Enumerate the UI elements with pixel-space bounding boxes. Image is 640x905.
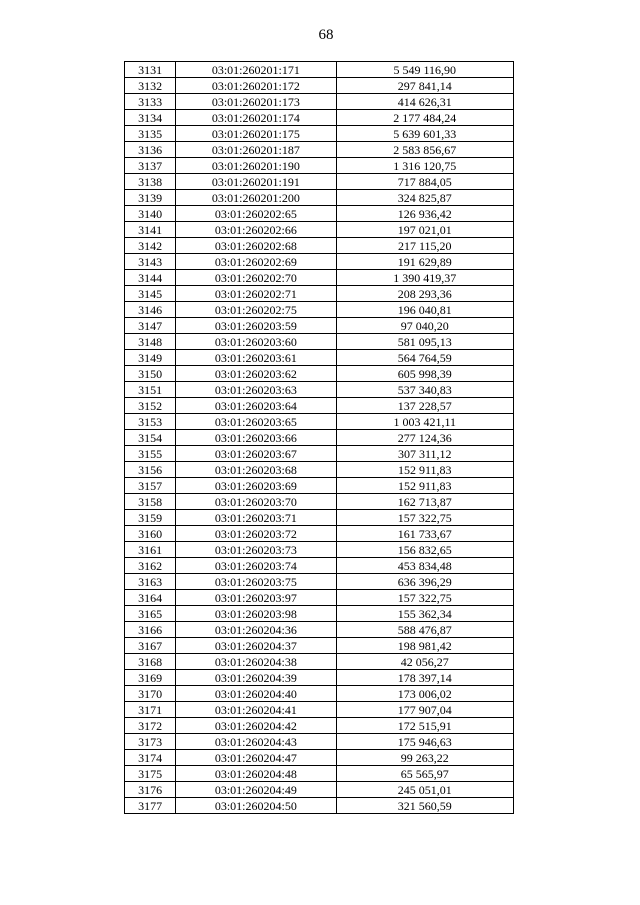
cadastral-number-cell: 03:01:260204:48 xyxy=(176,766,336,782)
cadastral-number-cell: 03:01:260203:65 xyxy=(176,414,336,430)
cadastral-number-cell: 03:01:260204:38 xyxy=(176,654,336,670)
row-number-cell: 3169 xyxy=(125,670,176,686)
table-row xyxy=(125,174,514,190)
cadastral-number-cell: 03:01:260203:68 xyxy=(176,462,336,478)
table-row xyxy=(125,702,514,718)
row-number-cell: 3155 xyxy=(125,446,176,462)
table-row xyxy=(125,126,514,142)
row-number-cell: 3159 xyxy=(125,510,176,526)
row-number-cell: 3160 xyxy=(125,526,176,542)
table-row xyxy=(125,334,514,350)
row-number-cell: 3132 xyxy=(125,78,176,94)
cadastral-number-cell: 03:01:260203:97 xyxy=(176,590,336,606)
row-number-cell: 3144 xyxy=(125,270,176,286)
table-row xyxy=(125,766,514,782)
row-number-cell: 3148 xyxy=(125,334,176,350)
table-row xyxy=(125,270,514,286)
cadastral-number-cell: 03:01:260203:71 xyxy=(176,510,336,526)
value-cell: 245 051,01 xyxy=(336,782,513,798)
table-row xyxy=(125,302,514,318)
table-row xyxy=(125,542,514,558)
table-row xyxy=(125,430,514,446)
table-row xyxy=(125,350,514,366)
row-number-cell: 3147 xyxy=(125,318,176,334)
table-row xyxy=(125,190,514,206)
cadastral-number-cell: 03:01:260203:66 xyxy=(176,430,336,446)
row-number-cell: 3167 xyxy=(125,638,176,654)
cadastral-number-cell: 03:01:260202:71 xyxy=(176,286,336,302)
table-row xyxy=(125,254,514,270)
value-cell: 208 293,36 xyxy=(336,286,513,302)
cadastral-number-cell: 03:01:260201:173 xyxy=(176,94,336,110)
row-number-cell: 3152 xyxy=(125,398,176,414)
value-cell: 1 390 419,37 xyxy=(336,270,513,286)
table-row xyxy=(125,110,514,126)
value-cell: 157 322,75 xyxy=(336,590,513,606)
row-number-cell: 3143 xyxy=(125,254,176,270)
value-cell: 217 115,20 xyxy=(336,238,513,254)
table-row xyxy=(125,686,514,702)
value-cell: 636 396,29 xyxy=(336,574,513,590)
value-cell: 2 177 484,24 xyxy=(336,110,513,126)
table-row xyxy=(125,750,514,766)
cadastral-number-cell: 03:01:260203:59 xyxy=(176,318,336,334)
cadastral-number-cell: 03:01:260201:172 xyxy=(176,78,336,94)
value-cell: 197 021,01 xyxy=(336,222,513,238)
row-number-cell: 3154 xyxy=(125,430,176,446)
value-cell: 5 549 116,90 xyxy=(336,62,513,78)
row-number-cell: 3174 xyxy=(125,750,176,766)
value-cell: 156 832,65 xyxy=(336,542,513,558)
row-number-cell: 3158 xyxy=(125,494,176,510)
row-number-cell: 3138 xyxy=(125,174,176,190)
value-cell: 157 322,75 xyxy=(336,510,513,526)
value-cell: 588 476,87 xyxy=(336,622,513,638)
row-number-cell: 3163 xyxy=(125,574,176,590)
row-number-cell: 3131 xyxy=(125,62,176,78)
cadastral-number-cell: 03:01:260201:190 xyxy=(176,158,336,174)
value-cell: 173 006,02 xyxy=(336,686,513,702)
table-row xyxy=(125,574,514,590)
page-number: 68 xyxy=(318,27,334,43)
row-number-cell: 3146 xyxy=(125,302,176,318)
cadastral-number-cell: 03:01:260201:200 xyxy=(176,190,336,206)
table-row xyxy=(125,318,514,334)
table-row xyxy=(125,206,514,222)
cadastral-number-cell: 03:01:260204:49 xyxy=(176,782,336,798)
value-cell: 564 764,59 xyxy=(336,350,513,366)
row-number-cell: 3153 xyxy=(125,414,176,430)
table-row xyxy=(125,606,514,622)
value-cell: 175 946,63 xyxy=(336,734,513,750)
cadastral-number-cell: 03:01:260203:67 xyxy=(176,446,336,462)
table-row xyxy=(125,510,514,526)
table-row xyxy=(125,558,514,574)
value-cell: 97 040,20 xyxy=(336,318,513,334)
table-row xyxy=(125,414,514,430)
cadastral-number-cell: 03:01:260204:39 xyxy=(176,670,336,686)
row-number-cell: 3175 xyxy=(125,766,176,782)
table-row xyxy=(125,670,514,686)
value-cell: 297 841,14 xyxy=(336,78,513,94)
row-number-cell: 3172 xyxy=(125,718,176,734)
cadastral-number-cell: 03:01:260204:47 xyxy=(176,750,336,766)
row-number-cell: 3135 xyxy=(125,126,176,142)
value-cell: 126 936,42 xyxy=(336,206,513,222)
cadastral-number-cell: 03:01:260203:62 xyxy=(176,366,336,382)
row-number-cell: 3150 xyxy=(125,366,176,382)
value-cell: 162 713,87 xyxy=(336,494,513,510)
table-row xyxy=(125,446,514,462)
row-number-cell: 3176 xyxy=(125,782,176,798)
row-number-cell: 3156 xyxy=(125,462,176,478)
table-row xyxy=(125,366,514,382)
cadastral-number-cell: 03:01:260202:69 xyxy=(176,254,336,270)
cadastral-number-cell: 03:01:260204:50 xyxy=(176,798,336,814)
value-cell: 414 626,31 xyxy=(336,94,513,110)
value-cell: 177 907,04 xyxy=(336,702,513,718)
value-cell: 321 560,59 xyxy=(336,798,513,814)
cadastral-number-cell: 03:01:260204:41 xyxy=(176,702,336,718)
table-row xyxy=(125,782,514,798)
table-row xyxy=(125,398,514,414)
cadastral-number-cell: 03:01:260203:75 xyxy=(176,574,336,590)
value-cell: 537 340,83 xyxy=(336,382,513,398)
row-number-cell: 3142 xyxy=(125,238,176,254)
table-row xyxy=(125,526,514,542)
table-row xyxy=(125,638,514,654)
value-cell: 152 911,83 xyxy=(336,478,513,494)
row-number-cell: 3145 xyxy=(125,286,176,302)
cadastral-number-cell: 03:01:260203:98 xyxy=(176,606,336,622)
row-number-cell: 3177 xyxy=(125,798,176,814)
table-row xyxy=(125,478,514,494)
row-number-cell: 3133 xyxy=(125,94,176,110)
table-row xyxy=(125,494,514,510)
row-number-cell: 3136 xyxy=(125,142,176,158)
row-number-cell: 3139 xyxy=(125,190,176,206)
table-body xyxy=(125,62,514,814)
cadastral-number-cell: 03:01:260203:73 xyxy=(176,542,336,558)
cadastral-number-cell: 03:01:260203:72 xyxy=(176,526,336,542)
cadastral-number-cell: 03:01:260201:171 xyxy=(176,62,336,78)
row-number-cell: 3171 xyxy=(125,702,176,718)
cadastral-number-cell: 03:01:260203:74 xyxy=(176,558,336,574)
cadastral-number-cell: 03:01:260203:69 xyxy=(176,478,336,494)
row-number-cell: 3149 xyxy=(125,350,176,366)
row-number-cell: 3168 xyxy=(125,654,176,670)
table-row xyxy=(125,158,514,174)
value-cell: 155 362,34 xyxy=(336,606,513,622)
table-row xyxy=(125,222,514,238)
cadastral-number-cell: 03:01:260203:63 xyxy=(176,382,336,398)
value-cell: 2 583 856,67 xyxy=(336,142,513,158)
cadastral-number-cell: 03:01:260203:61 xyxy=(176,350,336,366)
table-row xyxy=(125,238,514,254)
value-cell: 453 834,48 xyxy=(336,558,513,574)
table-row xyxy=(125,462,514,478)
value-cell: 172 515,91 xyxy=(336,718,513,734)
value-cell: 196 040,81 xyxy=(336,302,513,318)
row-number-cell: 3164 xyxy=(125,590,176,606)
row-number-cell: 3151 xyxy=(125,382,176,398)
cadastral-value-table xyxy=(124,61,514,814)
table-row xyxy=(125,622,514,638)
cadastral-number-cell: 03:01:260204:36 xyxy=(176,622,336,638)
row-number-cell: 3137 xyxy=(125,158,176,174)
cadastral-number-cell: 03:01:260202:75 xyxy=(176,302,336,318)
value-cell: 717 884,05 xyxy=(336,174,513,190)
cadastral-number-cell: 03:01:260201:191 xyxy=(176,174,336,190)
cadastral-number-cell: 03:01:260202:65 xyxy=(176,206,336,222)
row-number-cell: 3173 xyxy=(125,734,176,750)
value-cell: 191 629,89 xyxy=(336,254,513,270)
table-row xyxy=(125,590,514,606)
table-row xyxy=(125,142,514,158)
cadastral-number-cell: 03:01:260203:70 xyxy=(176,494,336,510)
table-row xyxy=(125,382,514,398)
value-cell: 307 311,12 xyxy=(336,446,513,462)
value-cell: 1 003 421,11 xyxy=(336,414,513,430)
table-row xyxy=(125,798,514,814)
row-number-cell: 3140 xyxy=(125,206,176,222)
row-number-cell: 3162 xyxy=(125,558,176,574)
cadastral-number-cell: 03:01:260202:70 xyxy=(176,270,336,286)
cadastral-number-cell: 03:01:260204:43 xyxy=(176,734,336,750)
cadastral-number-cell: 03:01:260203:60 xyxy=(176,334,336,350)
value-cell: 99 263,22 xyxy=(336,750,513,766)
value-cell: 605 998,39 xyxy=(336,366,513,382)
value-cell: 137 228,57 xyxy=(336,398,513,414)
cadastral-number-cell: 03:01:260202:66 xyxy=(176,222,336,238)
cadastral-number-cell: 03:01:260202:68 xyxy=(176,238,336,254)
value-cell: 65 565,97 xyxy=(336,766,513,782)
table-row xyxy=(125,734,514,750)
value-cell: 152 911,83 xyxy=(336,462,513,478)
value-cell: 581 095,13 xyxy=(336,334,513,350)
cadastral-number-cell: 03:01:260204:42 xyxy=(176,718,336,734)
table-row xyxy=(125,286,514,302)
cadastral-number-cell: 03:01:260204:37 xyxy=(176,638,336,654)
table-row xyxy=(125,654,514,670)
value-cell: 161 733,67 xyxy=(336,526,513,542)
row-number-cell: 3161 xyxy=(125,542,176,558)
value-cell: 178 397,14 xyxy=(336,670,513,686)
row-number-cell: 3165 xyxy=(125,606,176,622)
value-cell: 324 825,87 xyxy=(336,190,513,206)
value-cell: 5 639 601,33 xyxy=(336,126,513,142)
row-number-cell: 3157 xyxy=(125,478,176,494)
cadastral-number-cell: 03:01:260203:64 xyxy=(176,398,336,414)
cadastral-number-cell: 03:01:260201:187 xyxy=(176,142,336,158)
table-row xyxy=(125,78,514,94)
row-number-cell: 3166 xyxy=(125,622,176,638)
cadastral-number-cell: 03:01:260204:40 xyxy=(176,686,336,702)
table-row xyxy=(125,718,514,734)
value-cell: 42 056,27 xyxy=(336,654,513,670)
value-cell: 1 316 120,75 xyxy=(336,158,513,174)
value-cell: 198 981,42 xyxy=(336,638,513,654)
table-row xyxy=(125,62,514,78)
table-row xyxy=(125,94,514,110)
cadastral-number-cell: 03:01:260201:174 xyxy=(176,110,336,126)
value-cell: 277 124,36 xyxy=(336,430,513,446)
row-number-cell: 3170 xyxy=(125,686,176,702)
cadastral-number-cell: 03:01:260201:175 xyxy=(176,126,336,142)
row-number-cell: 3141 xyxy=(125,222,176,238)
row-number-cell: 3134 xyxy=(125,110,176,126)
